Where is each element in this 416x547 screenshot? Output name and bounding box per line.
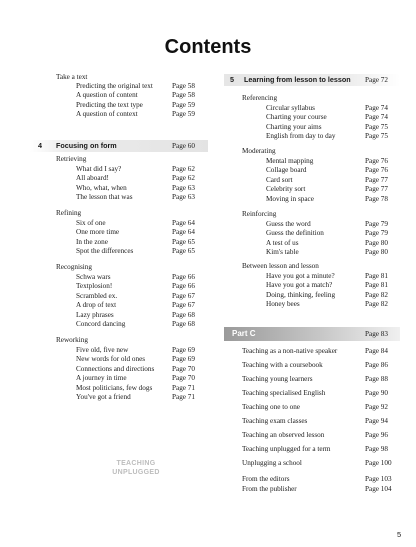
- toc-entry-page: Page 67: [172, 291, 195, 300]
- toc-entry-title: Teaching with a coursebook: [242, 361, 323, 369]
- toc-entry-title: Charting your aims: [266, 122, 322, 131]
- toc-entry-title: The lesson that was: [76, 193, 133, 201]
- logo-line-1: TEACHING: [116, 460, 156, 467]
- toc-entry-page: Page 66: [172, 282, 195, 290]
- toc-entry-title: Mental mapping: [266, 156, 314, 165]
- toc-entry-page: Page 79: [365, 219, 388, 228]
- toc-entry-page: Page 80: [365, 238, 388, 247]
- toc-entry-title: A question of context: [76, 109, 138, 118]
- toc-entry-title: A drop of text: [76, 301, 117, 309]
- toc-entry-title: Charting your course: [266, 113, 327, 121]
- toc-entry-page: Page 74: [365, 103, 388, 112]
- toc-entry-title: Teaching young learners: [242, 375, 313, 383]
- toc-entry-title: Scrambled ex.: [76, 291, 118, 300]
- toc-entry-page: Page 66: [172, 272, 195, 281]
- toc-group-label: Referencing: [242, 94, 278, 102]
- toc-entry-title: Kim's table: [266, 248, 299, 256]
- toc-entry-page: Page 70: [172, 364, 195, 373]
- toc-entry-title: Doing, thinking, feeling: [266, 290, 336, 299]
- toc-entry-page: Page 88: [365, 375, 388, 383]
- toc-entry-title: Teaching specialised English: [242, 389, 326, 397]
- toc-entry-page: Page 81: [365, 271, 388, 280]
- toc-entry-page: Page 98: [365, 445, 388, 453]
- toc-group-label: Retrieving: [56, 155, 87, 163]
- toc-entry-title: Teaching as a non-native speaker: [242, 347, 338, 355]
- toc-entry-page: Page 68: [172, 310, 195, 319]
- toc-entry-page: Page 58: [172, 91, 195, 100]
- toc-entry-page: Page 80: [365, 248, 388, 256]
- toc-entry-title: Spot the differences: [76, 247, 134, 255]
- toc-entry-page: Page 65: [172, 237, 195, 246]
- toc-entry-page: Page 70: [172, 374, 195, 382]
- toc-group-label: Between lesson and lesson: [242, 262, 319, 270]
- toc-entry-page: Page 59: [172, 100, 195, 109]
- toc-entry-title: Teaching an observed lesson: [242, 431, 325, 439]
- toc-entry-title: Guess the definition: [266, 229, 324, 237]
- toc-entry-title: Celebrity sort: [266, 185, 306, 193]
- toc-entry-page: Page 81: [365, 281, 388, 289]
- toc-entry-title: You've got a friend: [76, 393, 131, 401]
- toc-entry-title: Card sort: [266, 175, 293, 184]
- toc-entry-page: Page 96: [365, 431, 388, 439]
- toc-entry-title: A journey in time: [76, 374, 127, 382]
- toc-entry-page: Page 100: [365, 459, 392, 467]
- toc-entry-page: Page 67: [172, 301, 195, 309]
- toc-entry-page: Page 76: [365, 166, 388, 174]
- toc-entry-page: Page 94: [365, 417, 388, 425]
- toc-entry-title: All aboard!: [76, 174, 109, 182]
- toc-entry-page: Page 71: [172, 393, 195, 401]
- chapter-5-bar: [224, 74, 400, 86]
- toc-entry-page: Page 103: [365, 475, 392, 483]
- toc-entry-page: Page 82: [365, 290, 388, 299]
- chapter-page: Page 72: [365, 76, 388, 84]
- part-c-bar: [224, 327, 400, 341]
- toc-entry-title: Who, what, when: [76, 183, 127, 192]
- toc-entry-page: Page 75: [365, 132, 388, 140]
- toc-entry-page: Page 78: [365, 194, 388, 203]
- toc-group-label: Reworking: [56, 336, 88, 344]
- teaching-unplugged-logo: [96, 459, 176, 477]
- toc-entry-title: Have you got a match?: [266, 281, 333, 289]
- toc-entry-page: Page 69: [172, 345, 195, 354]
- toc-entry-title: Textplosion!: [76, 282, 113, 290]
- toc-entry-page: Page 74: [365, 113, 388, 121]
- toc-entry-page: Page 71: [172, 383, 195, 392]
- toc-entry-page: Page 64: [172, 218, 195, 227]
- toc-entry-title: One more time: [76, 228, 120, 236]
- toc-entry-page: Page 59: [172, 109, 195, 118]
- chapter-number: 4: [38, 141, 42, 150]
- toc-entry-page: Page 62: [172, 164, 195, 173]
- toc-entry-title: From the editors: [242, 475, 290, 483]
- toc-entry-title: Lazy phrases: [76, 310, 114, 319]
- toc-entry-page: Page 63: [172, 183, 195, 192]
- toc-entry-page: Page 69: [172, 355, 195, 363]
- toc-entry-title: New words for old ones: [76, 355, 146, 363]
- logo-line-2: UNPLUGGED: [112, 469, 160, 476]
- chapter-number: 5: [230, 75, 234, 84]
- toc-group-label: Refining: [56, 209, 82, 217]
- toc-entry-page: Page 82: [365, 300, 388, 308]
- toc-entry-title: From the publisher: [242, 484, 297, 493]
- toc-entry-title: Teaching one to one: [242, 403, 300, 411]
- chapter-title: Learning from lesson to lesson: [244, 75, 351, 84]
- toc-entry-title: Have you got a minute?: [266, 271, 335, 280]
- toc-entry-page: Page 65: [172, 247, 195, 255]
- toc-entry-title: Six of one: [76, 218, 106, 227]
- toc-entry-page: Page 77: [365, 175, 388, 184]
- page-number: 5: [397, 530, 402, 539]
- toc-entry-title: Unplugging a school: [242, 459, 302, 467]
- toc-group-label: Reinforcing: [242, 210, 277, 218]
- toc-entry-page: Page 79: [365, 229, 388, 237]
- toc-entry-title: Five old, five new: [76, 345, 129, 354]
- toc-entry-title: Predicting the original text: [76, 82, 153, 90]
- toc-entry-page: Page 104: [365, 484, 392, 493]
- toc-entry-title: In the zone: [76, 237, 108, 246]
- toc-entry-title: Most politicians, few dogs: [76, 383, 153, 392]
- part-c-page: Page 83: [365, 330, 388, 338]
- toc-entry-title: Collage board: [266, 166, 307, 174]
- toc-group-label: Recognising: [56, 263, 92, 271]
- toc-entry-page: Page 92: [365, 403, 388, 411]
- toc-entry-page: Page 75: [365, 122, 388, 131]
- toc-group-label: Take a text: [56, 73, 88, 81]
- toc-entry-title: Honey bees: [266, 300, 300, 308]
- page-title: Contents: [164, 36, 252, 58]
- toc-entry-title: Circular syllabus: [266, 103, 315, 112]
- toc-entry-page: Page 84: [365, 347, 388, 355]
- toc-entry-title: A question of content: [76, 91, 138, 100]
- toc-entry-title: A test of us: [266, 238, 299, 247]
- toc-entry-title: Guess the word: [266, 219, 311, 228]
- part-c-title: Part C: [232, 329, 256, 338]
- toc-entry-title: What did I say?: [76, 164, 122, 173]
- toc-entry-page: Page 62: [172, 174, 195, 182]
- chapter-page: Page 60: [172, 142, 195, 150]
- toc-entry-title: Moving in space: [266, 194, 314, 203]
- toc-entry-page: Page 90: [365, 389, 388, 397]
- toc-entry-page: Page 77: [365, 185, 388, 193]
- toc-entry-title: Teaching exam classes: [242, 417, 308, 425]
- toc-entry-page: Page 68: [172, 320, 195, 328]
- toc-entry-title: English from day to day: [266, 132, 336, 140]
- toc-entry-title: Schwa wars: [76, 272, 111, 281]
- toc-group-label: Moderating: [242, 147, 276, 155]
- toc-entry-page: Page 58: [172, 82, 195, 90]
- toc-entry-title: Concord dancing: [76, 320, 126, 328]
- toc-entry-page: Page 86: [365, 361, 388, 369]
- toc-entry-title: Predicting the text type: [76, 100, 143, 109]
- toc-entry-title: Connections and directions: [76, 364, 155, 373]
- chapter-title: Focusing on form: [56, 141, 117, 150]
- toc-entry-page: Page 63: [172, 193, 195, 201]
- toc-entry-page: Page 76: [365, 156, 388, 165]
- toc-entry-title: Teaching unplugged for a term: [242, 445, 331, 453]
- toc-entry-page: Page 64: [172, 228, 195, 236]
